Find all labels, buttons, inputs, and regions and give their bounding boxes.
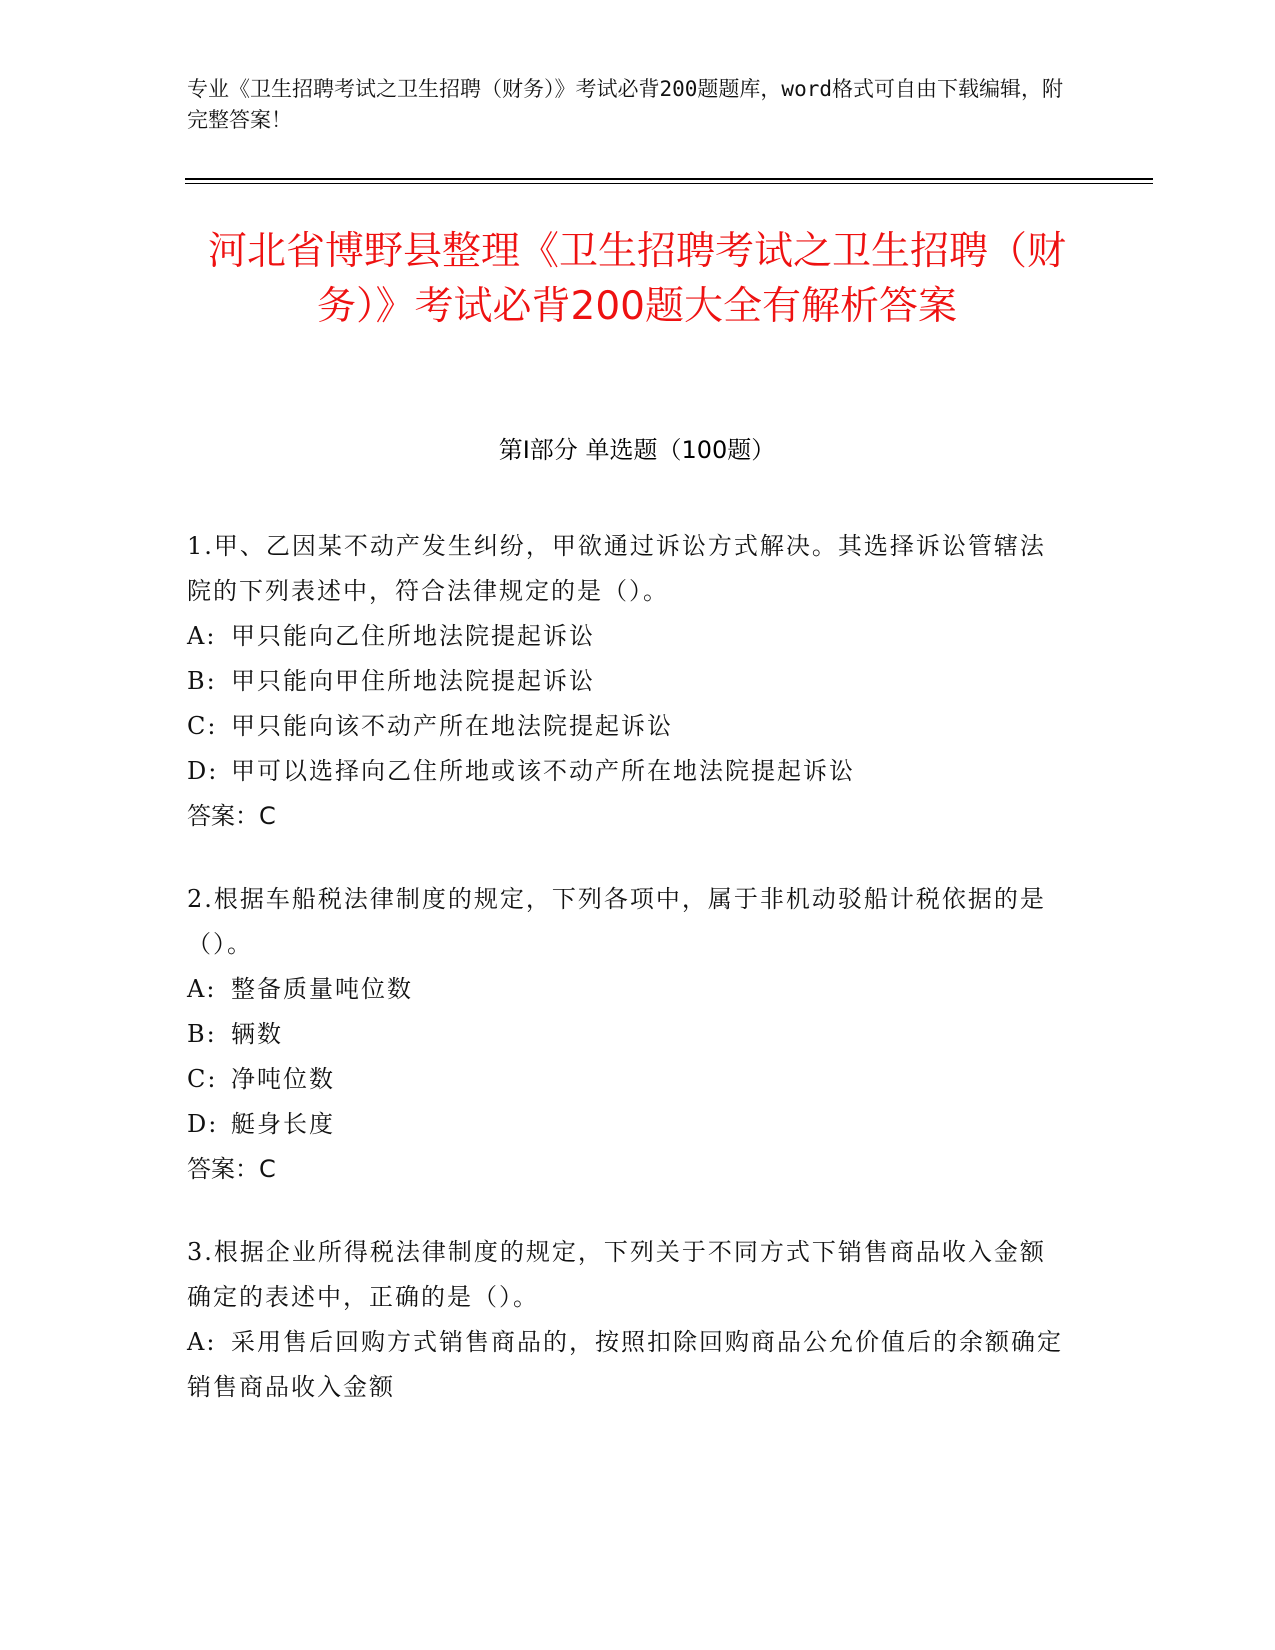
option-c <box>187 1057 1067 1102</box>
option-key: C: <box>187 712 218 740</box>
option-key: C: <box>187 1065 218 1093</box>
option-key: B: <box>187 1020 217 1048</box>
header-divider-thick <box>185 178 1153 180</box>
option-b <box>187 659 1067 704</box>
option-key: A: <box>187 1328 217 1356</box>
option-text: 甲可以选择向乙住所地或该不动产所在地法院提起诉讼 <box>231 757 855 785</box>
option-d <box>187 1102 1067 1147</box>
option-key: D: <box>187 757 219 785</box>
document-title: 河北省博野县整理《卫生招聘考试之卫生招聘（财务）》考试必背200题大全有解析答案 <box>207 229 1066 329</box>
option-d <box>187 749 1067 794</box>
option-text: 艇身长度 <box>231 1110 335 1138</box>
option-text: 甲只能向乙住所地法院提起诉讼 <box>231 622 595 650</box>
question-answer: 答案：C <box>187 1155 276 1183</box>
question-answer: 答案：C <box>187 802 276 830</box>
option-a <box>187 614 1067 659</box>
question-stem: 2.根据车船税法律制度的规定，下列各项中，属于非机动驳船计税依据的是（）。 <box>187 885 1046 958</box>
option-a <box>187 1320 1067 1410</box>
question-stem: 1.甲、乙因某不动产发生纠纷，甲欲通过诉讼方式解决。其选择诉讼管辖法院的下列表述中，符合法律规定的是（）。 <box>187 532 1046 605</box>
header-divider-thin <box>185 183 1153 184</box>
question-list <box>187 524 1067 1448</box>
question-2 <box>187 877 1067 1192</box>
question-1 <box>187 524 1067 839</box>
option-text: 甲只能向甲住所地法院提起诉讼 <box>231 667 595 695</box>
option-text: 辆数 <box>231 1020 283 1048</box>
option-a <box>187 967 1067 1012</box>
option-c <box>187 704 1067 749</box>
option-key: A: <box>187 975 217 1003</box>
option-key: B: <box>187 667 217 695</box>
option-text: 净吨位数 <box>231 1065 335 1093</box>
question-stem: 3.根据企业所得税法律制度的规定，下列关于不同方式下销售商品收入金额确定的表述中，正确的是（）。 <box>187 1238 1046 1311</box>
option-key: D: <box>187 1110 219 1138</box>
section-heading: 第I部分 单选题（100题） <box>498 436 776 464</box>
header-note: 专业《卫生招聘考试之卫生招聘（财务）》考试必背200题题库，word格式可自由下载编辑，附完整答案！ <box>187 77 1063 132</box>
option-text: 甲只能向该不动产所在地法院提起诉讼 <box>231 712 673 740</box>
option-b <box>187 1012 1067 1057</box>
question-3 <box>187 1230 1067 1410</box>
option-key: A: <box>187 622 217 650</box>
option-text: 整备质量吨位数 <box>231 975 413 1003</box>
option-text: 采用售后回购方式销售商品的，按照扣除回购商品公允价值后的余额确定销售商品收入金额 <box>187 1328 1063 1401</box>
